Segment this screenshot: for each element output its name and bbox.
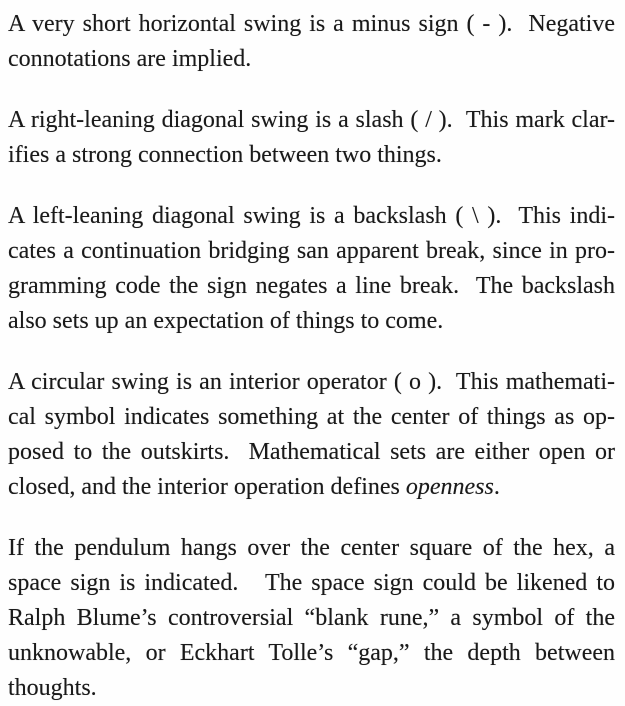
text-segment: cal symbol indicates something at the center of things as op- [8,404,615,430]
text-line [8,42,615,77]
text-line [8,269,615,304]
text-segment: connotations are implied. [8,46,252,72]
text-line [8,138,615,173]
text-segment: A circular swing is an interior operator ( o ). This mathemati- [8,369,615,395]
text-segment: unknowable, or Eckhart Tolle’s “gap,” the depth between [8,640,615,666]
text-segment: If the pendulum hangs over the center square of the hex, a [8,535,615,561]
text-segment: gramming code the sign negates a line break. The backslash [8,273,615,299]
text-line [8,7,615,42]
text-line [8,103,615,138]
text-segment: A very short horizontal swing is a minus sign ( - ). Negative [8,11,615,37]
minus-sign-paragraph [8,7,615,77]
text-segment: Ralph Blume’s controversial “blank rune,” a symbol of the [8,605,615,631]
text-segment: cates a continuation bridging san apparent break, since in pro- [8,238,615,264]
text-line [8,601,615,636]
italic-term: openness [405,474,494,500]
text-segment: ifies a strong connection between two things. [8,142,442,168]
text-segment: thoughts. [8,675,97,701]
text-line [8,435,615,470]
slash-paragraph [8,103,615,173]
text-segment: closed, and the interior operation defines [8,474,406,500]
text-line [8,671,615,706]
text-segment: . [493,474,500,500]
text-segment: A right-leaning diagonal swing is a slash ( / ). This mark clar- [8,107,615,133]
text-segment: A left-leaning diagonal swing is a backslash ( \ ). This indi- [8,203,615,229]
text-line [8,365,615,400]
text-line [8,199,615,234]
interior-operator-paragraph [8,365,615,505]
text-line [8,566,615,601]
text-line [8,304,615,339]
space-sign-paragraph [8,531,615,706]
backslash-paragraph [8,199,615,339]
text-line [8,636,615,671]
text-segment: space sign is indicated. The space sign could be likened to [8,570,615,596]
text-line [8,470,615,505]
body-text [8,7,615,706]
text-segment: posed to the outskirts. Mathematical sets are either open or [8,439,615,465]
text-line [8,531,615,566]
text-line [8,400,615,435]
text-segment: also sets up an expectation of things to come. [8,308,444,334]
text-line [8,234,615,269]
